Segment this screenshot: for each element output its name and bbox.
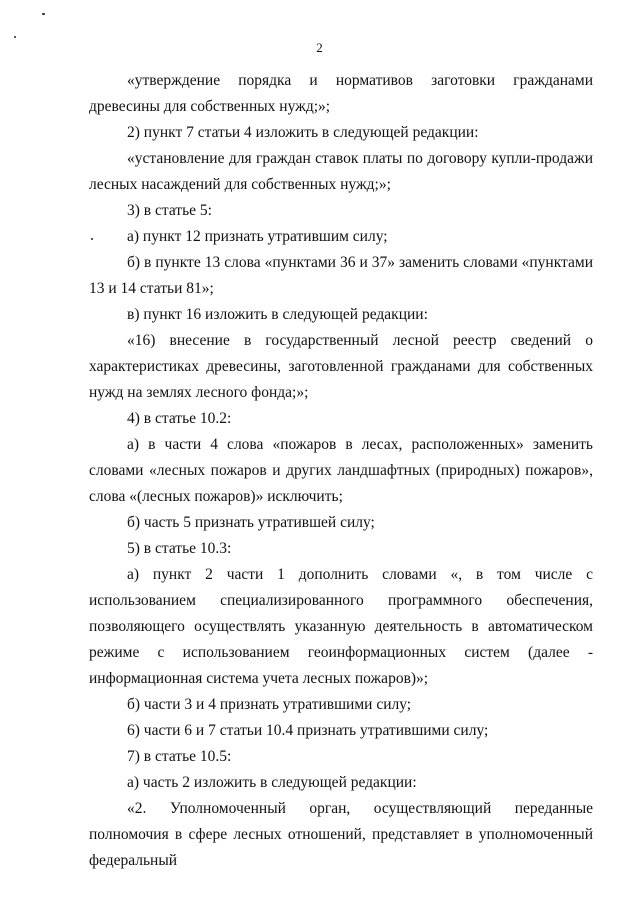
paragraph: 2) пункт 7 статьи 4 изложить в следующей редакции: bbox=[127, 124, 479, 141]
page-number: 2 bbox=[316, 40, 323, 55]
paragraph: б) части 3 и 4 признать утратившими силу; bbox=[127, 696, 412, 713]
paragraph: а) пункт 12 признать утратившим силу; bbox=[127, 228, 388, 245]
paragraph: 4) в статье 10.2: bbox=[127, 410, 232, 427]
paragraph: а) часть 2 изложить в следующей редакции: bbox=[127, 774, 417, 791]
paragraph: «утверждение порядка и нормативов заготовки гражданами древесины для собственных нужд;»; bbox=[89, 72, 593, 115]
paragraph: 6) части 6 и 7 статьи 10.4 признать утратившими силу; bbox=[127, 722, 489, 739]
paragraph: «установление для граждан ставок платы по договору купли-продажи лесных насаждений для собственных нужд;»; bbox=[89, 150, 593, 193]
paragraph: 3) в статье 5: bbox=[127, 202, 212, 219]
paragraph: а) пункт 2 части 1 дополнить словами «, в том числе с использованием специализированного программного обеспечения, позволяющего осуществлять указанную деятельность в автоматическом режиме с использованием геоинформационных систем (далее - информационная система учета лесных пожаров)»; bbox=[89, 566, 593, 687]
scan-speck bbox=[42, 13, 45, 15]
paragraph: «2. Уполномоченный орган, осуществляющий переданные полномочия в сфере лесных отношений, представляет в уполномоченный федеральный bbox=[89, 800, 593, 869]
paragraph: б) в пункте 13 слова «пунктами 36 и 37» заменить словами «пунктами 13 и 14 статьи 81»; bbox=[89, 254, 593, 297]
paragraph: 5) в статье 10.3: bbox=[127, 540, 232, 557]
paragraph: б) часть 5 признать утратившей силу; bbox=[127, 514, 375, 531]
document-body bbox=[89, 68, 593, 874]
paragraph: 7) в статье 10.5: bbox=[127, 748, 232, 765]
paragraph: в) пункт 16 изложить в следующей редакции: bbox=[127, 306, 428, 323]
scan-speck bbox=[14, 36, 16, 38]
paragraph: а) в части 4 слова «пожаров в лесах, расположенных» заменить словами «лесных пожаров и других ландшафтных (природных) пожаров», слова «(лесных пожаров)» исключить; bbox=[89, 436, 593, 505]
paragraph: «16) внесение в государственный лесной реестр сведений о характеристиках древесины, заготовленной гражданами для собственных нужд на землях лесного фонда;»; bbox=[89, 332, 593, 401]
